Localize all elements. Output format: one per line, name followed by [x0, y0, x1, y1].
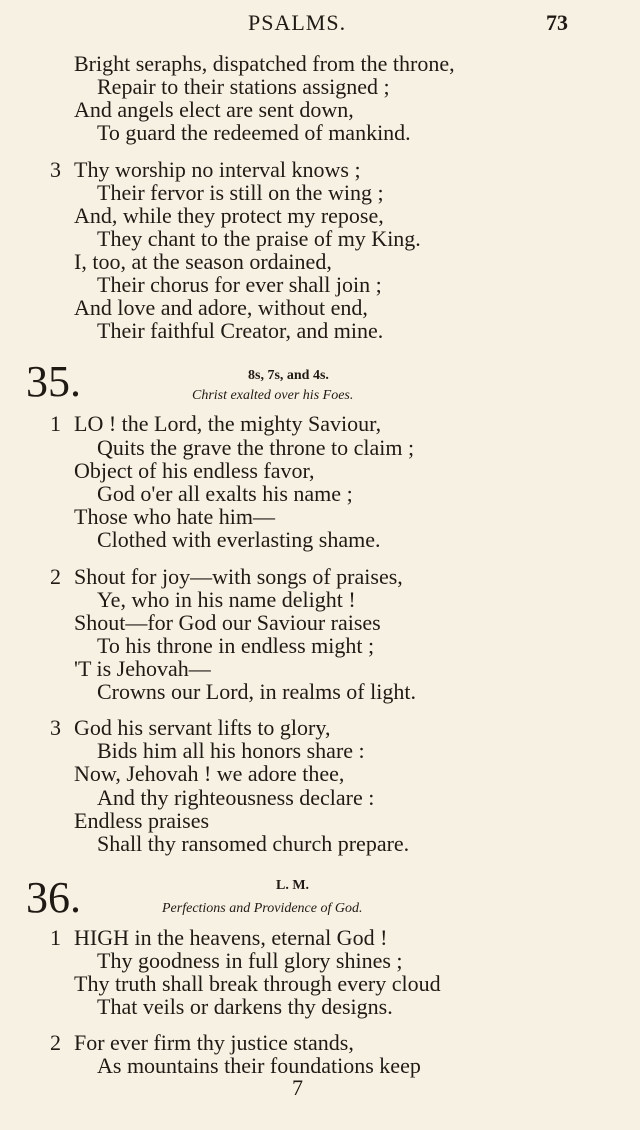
hymn-line: As mountains their foundations keep	[97, 1053, 421, 1078]
hymn-line: Their fervor is still on the wing ;	[97, 180, 384, 205]
verse-number: 1	[50, 925, 61, 950]
hymn-line: Bids him all his honors share :	[97, 738, 365, 763]
hymn-line: Thy truth shall break through every cloud	[74, 971, 441, 996]
hymn-line: Quits the grave the throne to claim ;	[97, 435, 415, 460]
hymn-line: And love and adore, without end,	[74, 295, 368, 320]
verse-number: 2	[50, 1030, 61, 1055]
hymn-line: Shall thy ransomed church prepare.	[97, 831, 410, 856]
hymn-number: 36.	[26, 873, 81, 922]
verse-number: 2	[50, 564, 61, 589]
hymn-line: Endless praises	[74, 808, 210, 833]
hymn-line: Repair to their stations assigned ;	[97, 74, 390, 99]
hymn-line: Shout for joy—with songs of praises,	[74, 564, 403, 589]
hymn-line: To guard the redeemed of mankind.	[97, 120, 411, 145]
hymn-line: Crowns our Lord, in realms of light.	[97, 679, 416, 704]
hymn-line: 'T is Jehovah—	[74, 656, 211, 681]
page-number: 73	[546, 10, 568, 35]
hymn-subject: Christ exalted over his Foes.	[192, 388, 354, 403]
page-header	[0, 10, 640, 40]
hymn-subject: Perfections and Providence of God.	[162, 901, 363, 916]
hymn-line: For ever firm thy justice stands,	[74, 1030, 354, 1055]
hymn-line: Thy goodness in full glory shines ;	[97, 948, 403, 973]
hymn-meter: 8s, 7s, and 4s.	[248, 368, 329, 383]
hymn-line: That veils or darkens thy designs.	[97, 994, 393, 1019]
running-title: PSALMS.	[248, 10, 347, 35]
hymn-line: Now, Jehovah ! we adore thee,	[74, 761, 345, 786]
signature-mark: 7	[292, 1075, 303, 1100]
hymn-line: Those who hate him—	[74, 504, 276, 529]
hymn-meter: L. M.	[276, 878, 310, 893]
hymn-line: Thy worship no interval knows ;	[74, 157, 361, 182]
hymn-line: God his servant lifts to glory,	[74, 715, 331, 740]
verse-number: 1	[50, 411, 61, 436]
hymn-line: God o'er all exalts his name ;	[97, 481, 353, 506]
hymn-number: 35.	[26, 357, 81, 406]
hymn-line: Their chorus for ever shall join ;	[97, 272, 382, 297]
hymn-line: Bright seraphs, dispatched from the throne,	[74, 51, 455, 76]
hymn-line: They chant to the praise of my King.	[97, 226, 421, 251]
hymn-line: And angels elect are sent down,	[74, 97, 354, 122]
hymn-line: Shout—for God our Saviour raises	[74, 610, 381, 635]
hymn-line: HIGH in the heavens, eternal God !	[74, 925, 388, 950]
hymn-line: Clothed with everlasting shame.	[97, 527, 381, 552]
hymn-line: Their faithful Creator, and mine.	[97, 318, 384, 343]
hymn-line: Ye, who in his name delight !	[97, 587, 356, 612]
hymn-line: And, while they protect my repose,	[74, 203, 384, 228]
hymn-line: Object of his endless favor,	[74, 458, 315, 483]
verse-number: 3	[50, 715, 61, 740]
hymn-line: And thy righteousness declare :	[97, 785, 375, 810]
hymn-line: I, too, at the season ordained,	[74, 249, 332, 274]
verse-number: 3	[50, 157, 61, 182]
hymn-line: LO ! the Lord, the mighty Saviour,	[74, 411, 382, 436]
hymn-line: To his throne in endless might ;	[97, 633, 375, 658]
